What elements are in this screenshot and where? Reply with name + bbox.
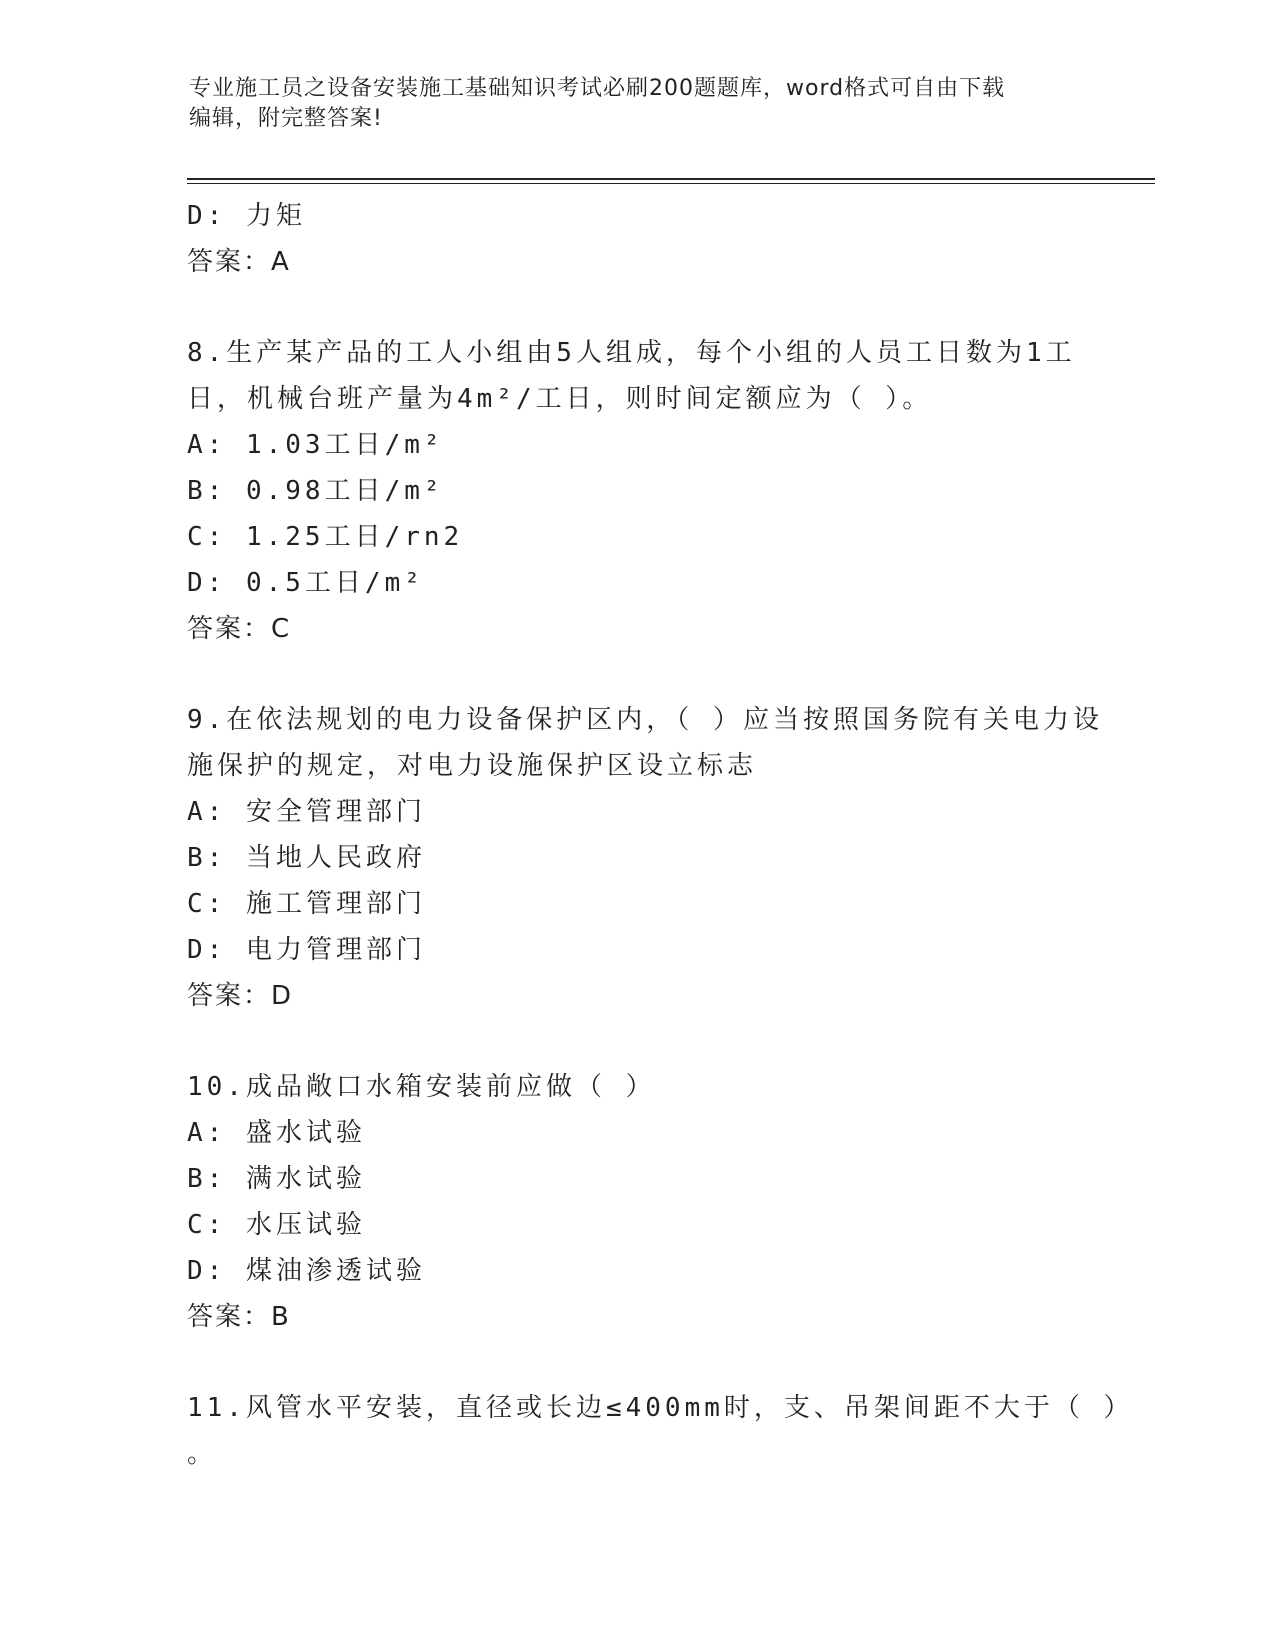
q9-stem-line-2: 施保护的规定，对电力设施保护区设立标志 <box>187 751 758 781</box>
q9-answer: 答案：D <box>187 981 294 1011</box>
spacer <box>187 652 1087 697</box>
q8-answer: 答案：C <box>187 614 292 644</box>
q10-option-d: D: 煤油渗透试验 <box>187 1256 426 1286</box>
q8-option-c: C: 1.25工日/rn2 <box>187 522 464 552</box>
q10-answer: 答案：B <box>187 1302 291 1332</box>
header-title-line-1: 专业施工员之设备安装施工基础知识考试必刷200题题库，word格式可自由下载 <box>189 76 1006 101</box>
q10-option-b: B: 满水试验 <box>187 1164 366 1194</box>
q9-option-a: A: 安全管理部门 <box>187 797 426 827</box>
q7-answer: 答案：A <box>187 247 291 277</box>
q10-stem-line-1: 10.成品敞口水箱安装前应做（ ） <box>187 1072 656 1102</box>
q8-stem-line-1: 8.生产某产品的工人小组由5人组成，每个小组的人员工日数为1工 <box>187 338 1076 368</box>
header-divider-thin <box>187 183 1155 184</box>
q11-stem-line-2: 。 <box>187 1439 218 1469</box>
q9-stem-line-1: 9.在依法规划的电力设备保护区内，（ ）应当按照国务院有关电力设 <box>187 705 1103 735</box>
q9-option-d: D: 电力管理部门 <box>187 935 426 965</box>
header-divider-thick <box>187 178 1155 180</box>
q10-option-c: C: 水压试验 <box>187 1210 366 1240</box>
document-header <box>189 74 1069 134</box>
question-11 <box>187 1385 1134 1477</box>
question-8 <box>187 330 1087 652</box>
q8-option-a: A: 1.03工日/m² <box>187 430 444 460</box>
spacer <box>187 285 1087 330</box>
question-list <box>187 193 1134 1477</box>
question-10 <box>187 1064 1087 1340</box>
question-9 <box>187 697 1103 1019</box>
q7-option-d: D: 力矩 <box>187 201 306 231</box>
q9-option-c: C: 施工管理部门 <box>187 889 426 919</box>
q8-option-b: B: 0.98工日/m² <box>187 476 444 506</box>
q10-option-a: A: 盛水试验 <box>187 1118 366 1148</box>
header-title-line-2: 编辑，附完整答案! <box>189 106 383 131</box>
q8-stem-line-2: 日，机械台班产量为4m²/工日，则时间定额应为（ ）。 <box>187 384 933 414</box>
spacer <box>187 1340 1087 1385</box>
q9-option-b: B: 当地人民政府 <box>187 843 426 873</box>
q11-stem-line-1: 11.风管水平安装，直径或长边≤400mm时，支、吊架间距不大于（ ） <box>187 1393 1134 1423</box>
q8-option-d: D: 0.5工日/m² <box>187 568 424 598</box>
spacer <box>187 1019 1087 1064</box>
